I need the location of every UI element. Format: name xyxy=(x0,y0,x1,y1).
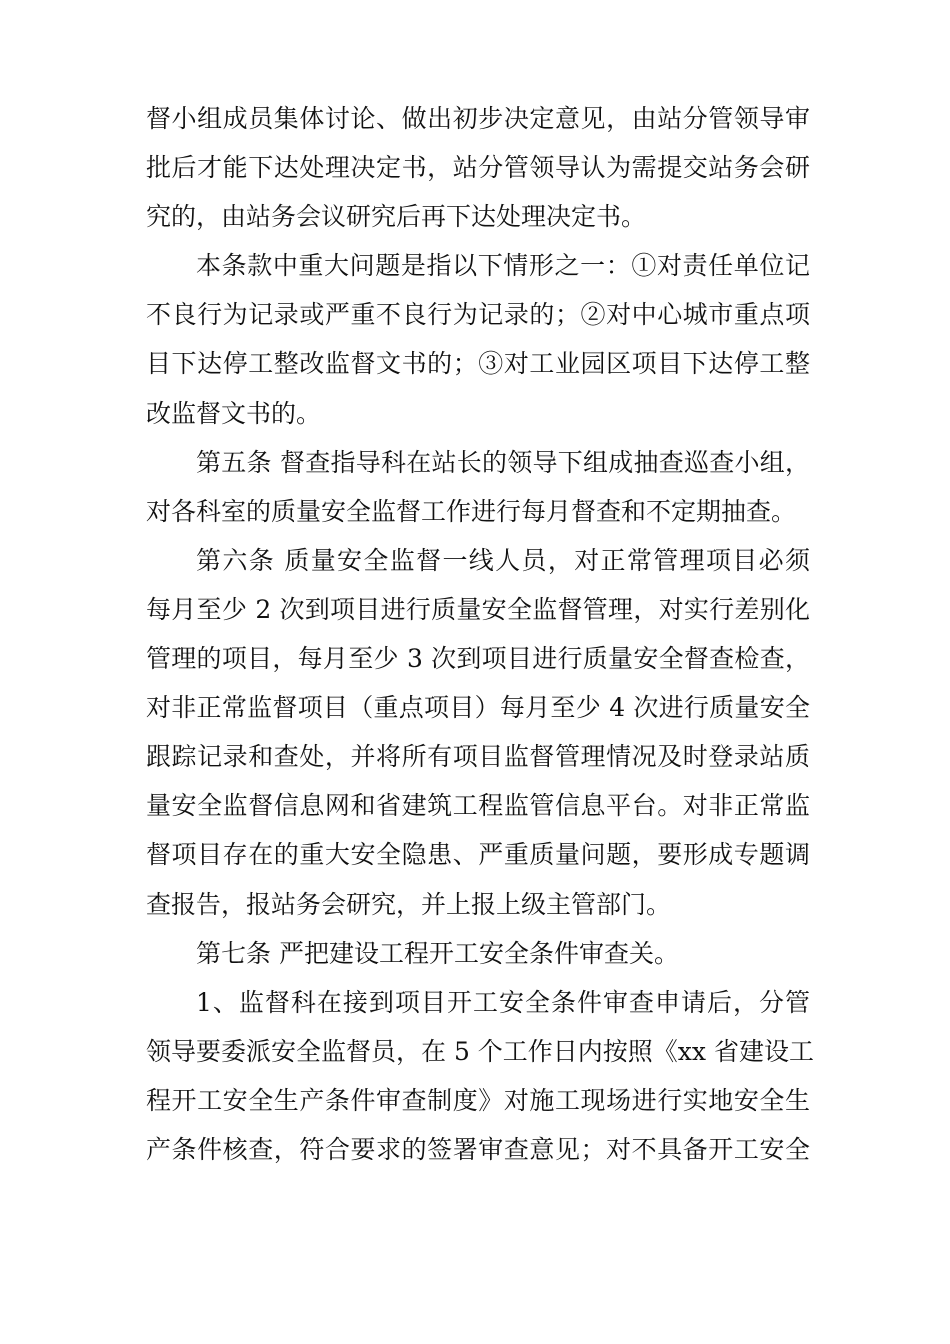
text-line: 本条款中重大问题是指以下情形之一：①对责任单位记 xyxy=(196,251,810,281)
text-line: 管理的项目，每月至少 3 次到项目进行质量安全督查检查， xyxy=(146,644,810,674)
text-line: 程开工安全生产条件审查制度》对施工现场进行实地安全生 xyxy=(146,1085,810,1115)
text-line: 究的，由站务会议研究后再下达处理决定书。 xyxy=(146,202,647,232)
text-line: 领导要委派安全监督员，在 5 个工作日内按照《xx 省建设工 xyxy=(146,1036,814,1066)
text-line: 第五条 督查指导科在站长的领导下组成抽查巡查小组， xyxy=(196,447,810,477)
text-line: 督小组成员集体讨论、做出初步决定意见，由站分管领导审 xyxy=(146,104,810,133)
text-line: 第六条 质量安全监督一线人员，对正常管理项目必须 xyxy=(196,545,810,575)
text-line: 对非正常监督项目（重点项目）每月至少 4 次进行质量安全 xyxy=(146,693,810,723)
text-line: 对各科室的质量安全监督工作进行每月督查和不定期抽查。 xyxy=(146,496,797,526)
text-line: 目下达停工整改监督文书的；③对工业园区项目下达停工整 xyxy=(146,349,810,379)
text-line: 第七条 严把建设工程开工安全条件审查关。 xyxy=(196,938,679,968)
text-line: 不良行为记录或严重不良行为记录的；②对中心城市重点项 xyxy=(146,300,810,330)
text-line: 每月至少 2 次到项目进行质量安全监督管理，对实行差别化 xyxy=(146,594,810,624)
text-line: 批后才能下达处理决定书，站分管领导认为需提交站务会研 xyxy=(146,153,810,183)
text-line: 改监督文书的。 xyxy=(146,398,322,428)
text-line: 跟踪记录和查处，并将所有项目监督管理情况及时登录站质 xyxy=(146,742,810,772)
text-line: 查报告，报站务会研究，并上报上级主管部门。 xyxy=(146,889,672,919)
text-line: 督项目存在的重大安全隐患、严重质量问题，要形成专题调 xyxy=(146,840,810,870)
text-line: 产条件核查，符合要求的签署审查意见；对不具备开工安全 xyxy=(146,1134,810,1164)
body-text xyxy=(146,94,814,1174)
text-line: 量安全监督信息网和省建筑工程监管信息平台。对非正常监 xyxy=(146,791,810,821)
text-line: 1、监督科在接到项目开工安全条件审查申请后，分管 xyxy=(196,987,810,1017)
